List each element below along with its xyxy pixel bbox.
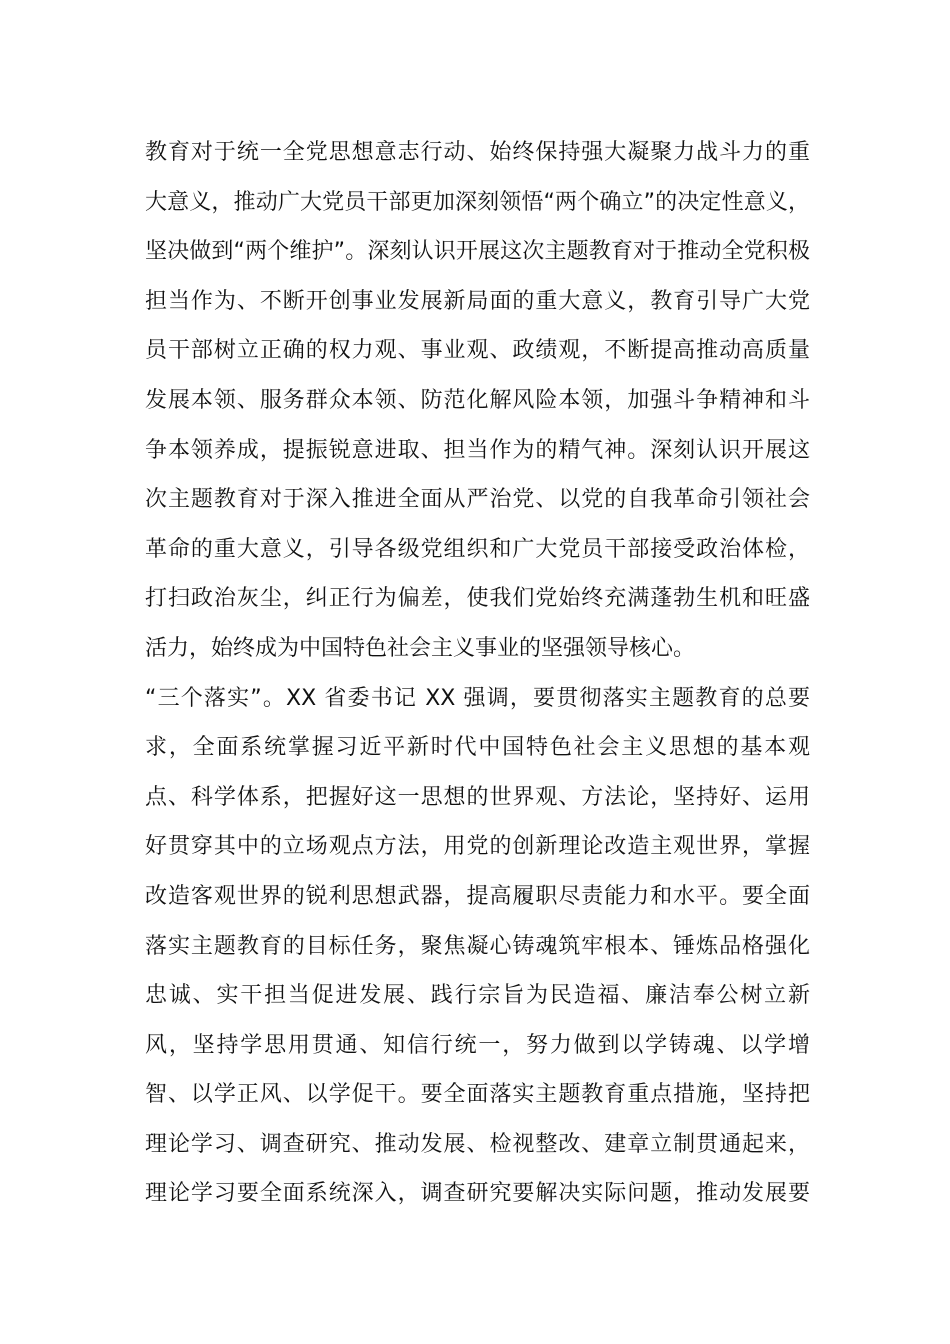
text-line: 坚决做到“两个维护”。深刻认识开展这次主题教育对于推动全党积极: [145, 239, 810, 265]
text-line: 教育对于统一全党思想意志行动、始终保持强大凝聚力战斗力的重: [145, 140, 810, 165]
text-line: “三个落实”。XX 省委书记 XX 强调，要贯彻落实主题教育的总要: [145, 685, 810, 711]
text-line: 忠诚、实干担当促进发展、践行宗旨为民造福、廉洁奉公树立新: [145, 983, 810, 1009]
text-line: 革命的重大意义，引导各级党组织和广大党员干部接受政治体检，: [145, 536, 810, 562]
text-line: 点、科学体系，把握好这一思想的世界观、方法论，坚持好、运用: [145, 784, 810, 810]
text-line: 担当作为、不断开创事业发展新局面的重大意义，教育引导广大党: [145, 288, 810, 314]
text-line: 理论学习要全面系统深入，调查研究要解决实际问题，推动发展要: [145, 1181, 810, 1207]
text-line: 风，坚持学思用贯通、知信行统一，努力做到以学铸魂、以学增: [145, 1032, 810, 1058]
text-line: 改造客观世界的锐利思想武器，提高履职尽责能力和水平。要全面: [145, 883, 810, 909]
text-line: 打扫政治灰尘，纠正行为偏差，使我们党始终充满蓬勃生机和旺盛: [145, 586, 810, 612]
text-line: 理论学习、调查研究、推动发展、检视整改、建章立制贯通起来，: [145, 1131, 810, 1157]
text-line: 争本领养成，提振锐意进取、担当作为的精气神。深刻认识开展这: [145, 437, 810, 463]
text-line: 大意义，推动广大党员干部更加深刻领悟“两个确立”的决定性意义，: [145, 189, 810, 215]
text-line: 好贯穿其中的立场观点方法，用党的创新理论改造主观世界，掌握: [145, 834, 810, 860]
text-line: 次主题教育对于深入推进全面从严治党、以党的自我革命引领社会: [145, 487, 810, 513]
text-line: 员干部树立正确的权力观、事业观、政绩观，不断提高推动高质量: [145, 338, 810, 364]
text-line: 落实主题教育的目标任务，聚焦凝心铸魂筑牢根本、锤炼品格强化: [145, 933, 810, 959]
text-line: 活力，始终成为中国特色社会主义事业的坚强领导核心。: [145, 635, 696, 661]
text-line: 智、以学正风、以学促干。要全面落实主题教育重点措施，坚持把: [145, 1082, 810, 1108]
body-text: [145, 128, 810, 1219]
text-line: 求，全面系统掌握习近平新时代中国特色社会主义思想的基本观: [145, 735, 810, 761]
text-line: 发展本领、服务群众本领、防范化解风险本领，加强斗争精神和斗: [145, 387, 810, 413]
